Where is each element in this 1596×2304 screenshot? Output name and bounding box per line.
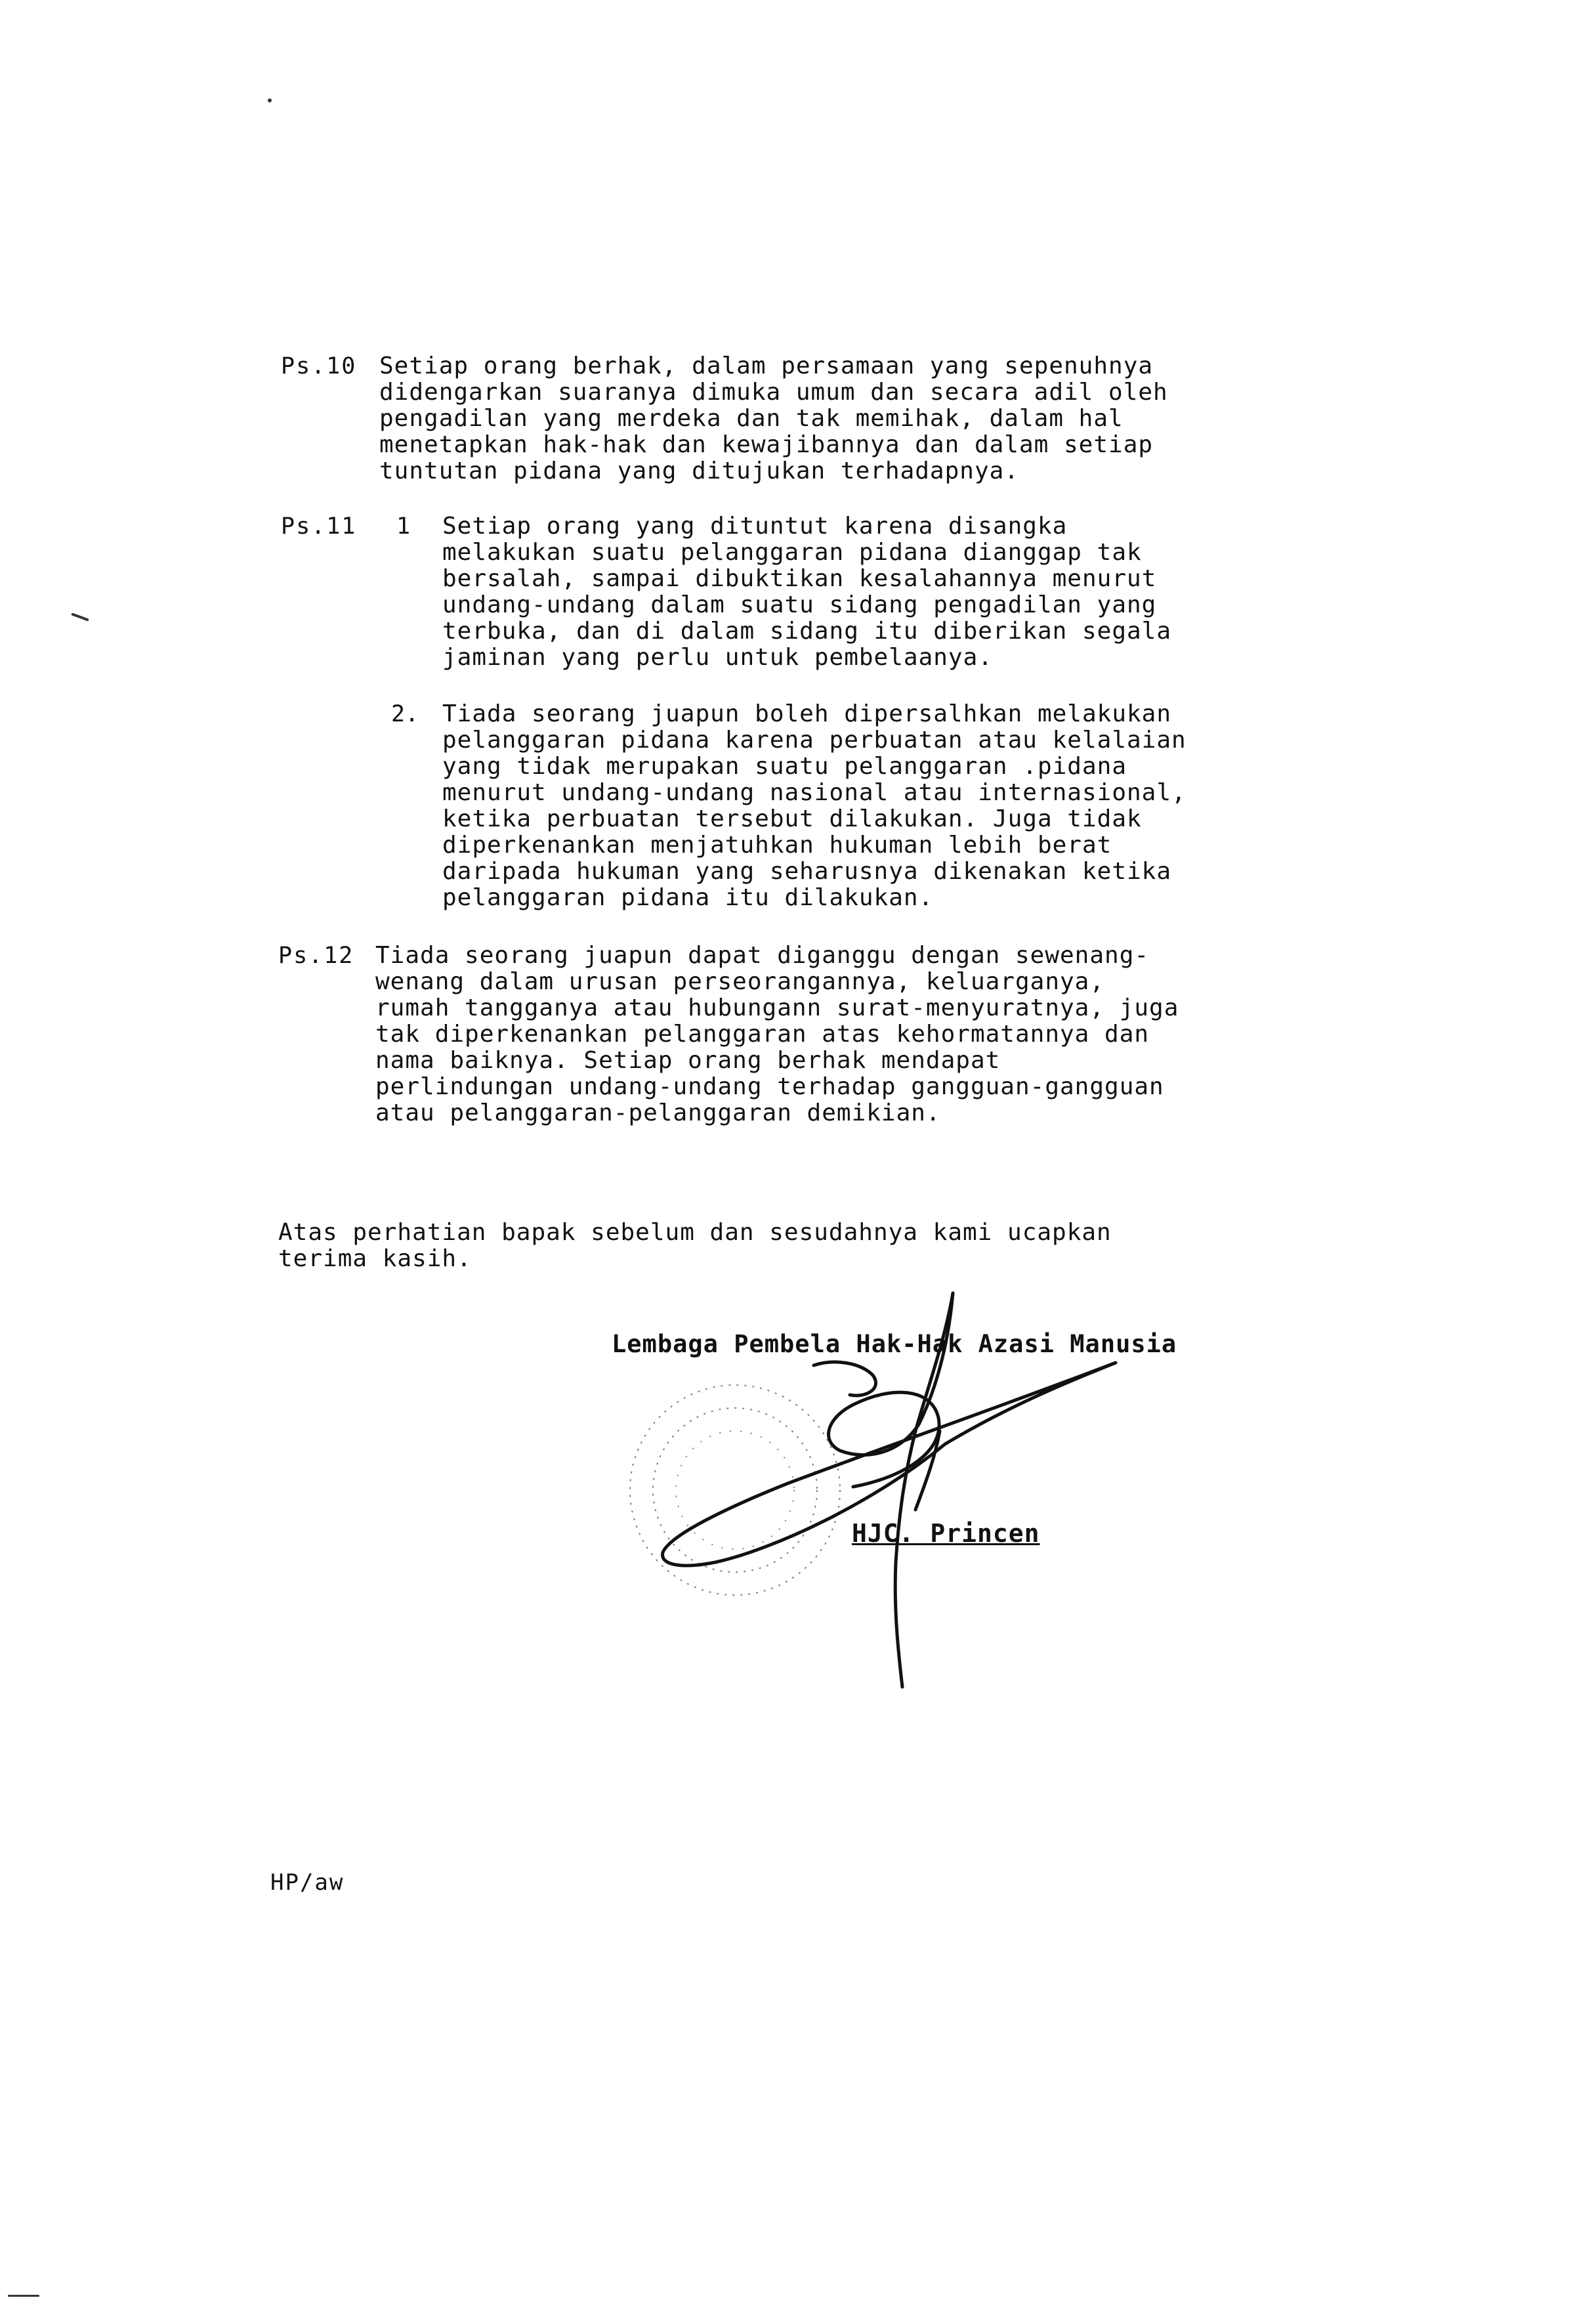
- article-line: diperkenankan menjatuhkan hukuman lebih berat: [442, 832, 1112, 859]
- article-line: tuntutan pidana yang ditujukan terhadapnya.: [379, 458, 1019, 484]
- closing-line: terima kasih.: [278, 1245, 472, 1272]
- article-line: perlindungan undang-undang terhadap gangguan-gangguan: [375, 1073, 1164, 1100]
- article-line: Tiada seorang juapun dapat diganggu dengan sewenang-: [375, 942, 1150, 969]
- article-label: Ps.10: [281, 353, 357, 379]
- closing-line: Atas perhatian bapak sebelum dan sesudahnya kami ucapkan: [278, 1219, 1112, 1246]
- handwritten-signature: [663, 1293, 1116, 1687]
- article-line: rumah tangganya atau hubungann surat-menyuratnya, juga: [375, 994, 1179, 1021]
- article-line: jaminan yang perlu untuk pembelaanya.: [442, 644, 993, 671]
- stamp-seal: [630, 1385, 840, 1595]
- organization-name: Lembaga Pembela Hak-Hak Azasi Manusia: [612, 1330, 1177, 1358]
- article-line: menetapkan hak-hak dan kewajibannya dan dalam setiap: [379, 431, 1154, 458]
- article-line: bersalah, sampai dibuktikan kesalahannya menurut: [442, 565, 1157, 592]
- article-line: wenang dalam urusan perseorangannya, keluarganya,: [375, 968, 1105, 995]
- article-line: pengadilan yang merdeka dan tak memihak, dalam hal: [379, 405, 1124, 432]
- item-number: 1: [396, 513, 411, 540]
- article-line: undang-undang dalam suatu sidang pengadilan yang: [442, 591, 1157, 618]
- article-line: yang tidak merupakan suatu pelanggaran .pidana: [442, 753, 1127, 780]
- typist-initials: HP/aw: [270, 1869, 345, 1896]
- article-line: didengarkan suaranya dimuka umum dan secara adil oleh: [379, 379, 1168, 406]
- article-line: menurut undang-undang nasional atau internasional,: [442, 779, 1186, 806]
- article-line: Setiap orang yang dituntut karena disangka: [442, 513, 1068, 540]
- article-line: Setiap orang berhak, dalam persamaan yang sepenuhnya: [379, 352, 1154, 379]
- article-line: nama baiknya. Setiap orang berhak mendapat: [375, 1047, 1001, 1074]
- article-line: pelanggaran pidana itu dilakukan.: [442, 884, 934, 911]
- signer-name: HJC. Princen: [852, 1519, 1040, 1548]
- article-line: melakukan suatu pelanggaran pidana dianggap tak: [442, 539, 1142, 566]
- article-label: Ps.11: [281, 513, 357, 540]
- article-line: ketika perbuatan tersebut dilakukan. Juga tidak: [442, 805, 1142, 832]
- article-line: pelanggaran pidana karena perbuatan atau kelalaian: [442, 727, 1186, 754]
- item-number: 2.: [391, 701, 419, 727]
- article-line: tak diperkenankan pelanggaran atas kehormatannya dan: [375, 1021, 1150, 1048]
- article-line: terbuka, dan di dalam sidang itu diberikan segala: [442, 618, 1172, 645]
- article-line: atau pelanggaran-pelanggaran demikian.: [375, 1099, 941, 1126]
- article-line: daripada hukuman yang seharusnya dikenakan ketika: [442, 858, 1172, 885]
- article-label: Ps.12: [278, 943, 354, 969]
- article-line: Tiada seorang juapun boleh dipersalhkan melakukan: [442, 700, 1172, 727]
